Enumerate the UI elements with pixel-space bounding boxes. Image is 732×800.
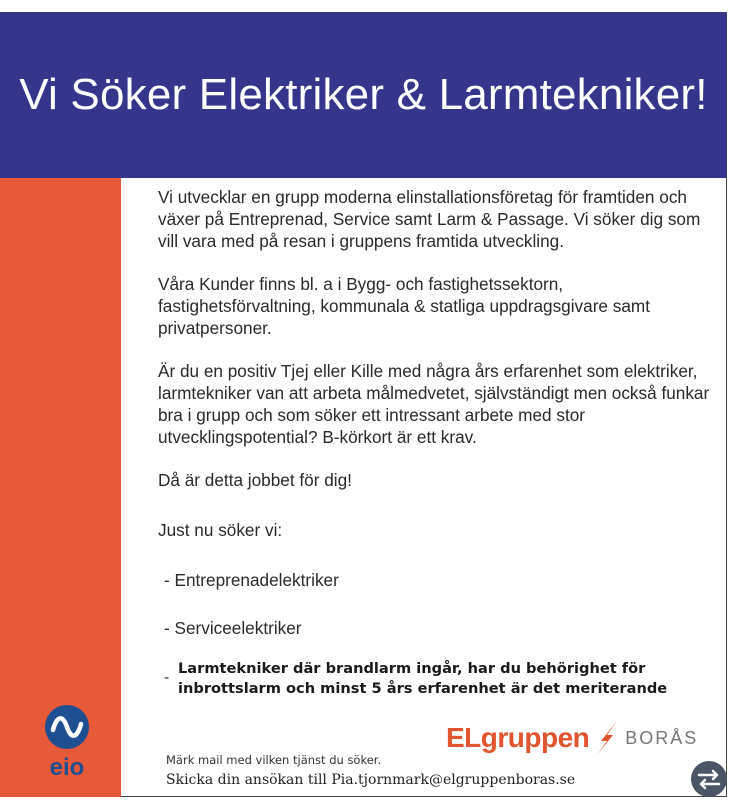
elgruppen-logo	[446, 718, 698, 758]
intro-paragraph: Vi utvecklar en grupp moderna elinstallationsföretag för framtiden och växer på Entreprenad, Service samt Larm & Passage. Vi söker dig som vill vara med på resan i gruppens framtida utveckling.	[158, 187, 701, 251]
position-item: - Serviceelektriker	[164, 618, 302, 638]
positions-heading: Just nu söker vi:	[158, 520, 283, 540]
requirements-paragraph: Är du en positiv Tjej eller Kille med några års erfarenhet som elektriker, larmtekniker van att arbeta målmedvetet, självständigt men också funkar bra i grupp och som söker ett intressant arbete med stor utvecklingspotential? B-körkort är ett krav.	[158, 361, 710, 447]
position-item-larmtekniker	[164, 659, 684, 699]
elgruppen-name: ELgruppen	[446, 722, 590, 753]
position-item-text: Larmtekniker där brandlarm ingår, har du behörighet för inbrottslarm och minst 5 års erfarenhet är det meriterande	[178, 660, 668, 697]
position-item: - Entreprenadelektriker	[164, 570, 339, 590]
mail-note: Märk mail med vilken tjänst du söker.	[166, 753, 382, 767]
main-content	[158, 186, 718, 639]
lightning-bolt-icon	[593, 719, 621, 757]
header-banner	[0, 12, 727, 178]
apply-instructions: Skicka din ansökan till Pia.tjornmark@elgruppenboras.se	[166, 772, 576, 788]
list-dash: -	[164, 669, 170, 686]
swap-arrows-icon[interactable]	[690, 760, 728, 798]
customers-paragraph: Våra Kunder finns bl. a i Bygg- och fastighetssektorn, fastighetsförvaltning, kommunala & statliga uppdragsgivare samt privatpersoner.	[158, 274, 651, 338]
page-title: Vi Söker Elektriker & Larmtekniker!	[19, 70, 708, 119]
eio-logo-text: eio	[49, 754, 85, 781]
call-to-action-text: Då är detta jobbet för dig!	[158, 470, 352, 490]
eio-logo	[36, 703, 98, 781]
elgruppen-city: BORÅS	[625, 727, 699, 748]
